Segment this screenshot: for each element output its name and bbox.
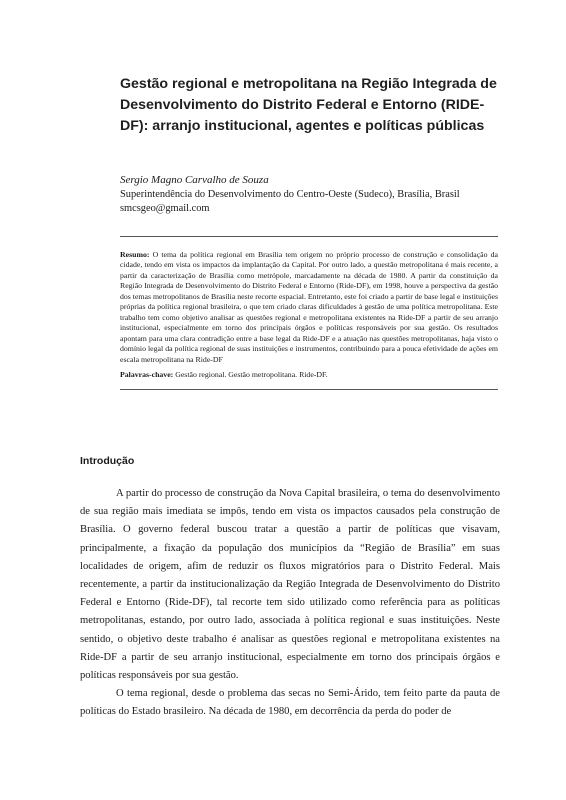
keywords-text: Gestão regional. Gestão metropolitana. Ride-DF. [175, 370, 328, 379]
keywords-label: Palavras-chave: [120, 370, 174, 379]
section-heading-introduction: Introdução [80, 454, 135, 467]
abstract [120, 250, 498, 365]
abstract-label: Resumo: [120, 250, 150, 259]
abstract-top-rule [120, 236, 498, 237]
author-affiliation: Superintendência do Desenvolvimento do Centro-Oeste (Sudeco), Brasília, Brasil [120, 189, 460, 200]
paragraph: O tema regional, desde o problema das secas no Semi-Árido, tem feito parte da pauta de políticas do Estado brasileiro. Na década de 1980, em decorrência da perda do poder de [80, 688, 500, 718]
paragraph: A partir do processo de construção da Nova Capital brasileira, o tema do desenvolvimento de sua região mais imediata se impôs, tendo em vista os impactos causados pela construção de Brasília. O governo federal buscou tratar a questão a partir de políticas que visavam, principalmente, a fixação da população dos municípios da “Região de Brasília” em suas localidades de origem, afim de reduzir os fluxos migratórios para o Distrito Federal. Mais recentemente, a partir da institucionalização da Região Integrada de Desenvolvimento do Distrito Federal e Entorno (Ride-DF), tal recorte tem sido utilizado como referência para as políticas metropolitanas, estando, por outro lado, associada à política regional e suas instituições. Neste sentido, o objetivo deste trabalho é analisar as questões regional e metropolitana existentes na Ride-DF a partir de seu arranjo institucional, especialmente em torno dos principais órgãos e políticas responsáveis por sua gestão. [80, 488, 500, 682]
author-email: smcsgeo@gmail.com [120, 203, 210, 214]
introduction-body [80, 485, 500, 722]
keywords [120, 370, 498, 380]
article-title: Gestão regional e metropolitana na Região Integrada de Desenvolvimento do Distrito Federal e Entorno (RIDE-DF): arranjo institucional, agentes e políticas públicas [120, 75, 497, 134]
abstract-bottom-rule [120, 389, 498, 390]
abstract-text: O tema da política regional em Brasília tem origem no próprio processo de construção e consolidação da cidade, tendo em vista os impactos da implantação da Capital. Por outro lado, a questão metropolitana é mais recente, a partir da caracterização de Brasília como metrópole, marcadamente na década de 1980. A partir da constituição da Região Integrada de Desenvolvimento do Distrito Federal e Entorno (Ride-DF), em 1998, houve a perspectiva da gestão dos temas metropolitanos de Brasília neste recorte espacial. Entretanto, este foi criado a partir de base legal e instituições próprias da política regional brasileira, o que tem criado claras dificuldades à gestão de uma política metropolitana. Este trabalho tem como objetivo analisar as questões regional e metropolitana existentes na Ride-DF a partir de seu arranjo institucional, especialmente em torno dos principais órgãos e políticas responsáveis por sua gestão. Os resultados apontam para uma clara contradição entre a base legal da Ride-DF e a atuação nas questões metropolitanas, haja visto o domínio legal da política regional de suas instituições e instrumentos, contribuindo para a pouca efetividade de ações em escala metropolitana na Ride-DF [120, 250, 499, 364]
author-name: Sergio Magno Carvalho de Souza [120, 174, 269, 186]
